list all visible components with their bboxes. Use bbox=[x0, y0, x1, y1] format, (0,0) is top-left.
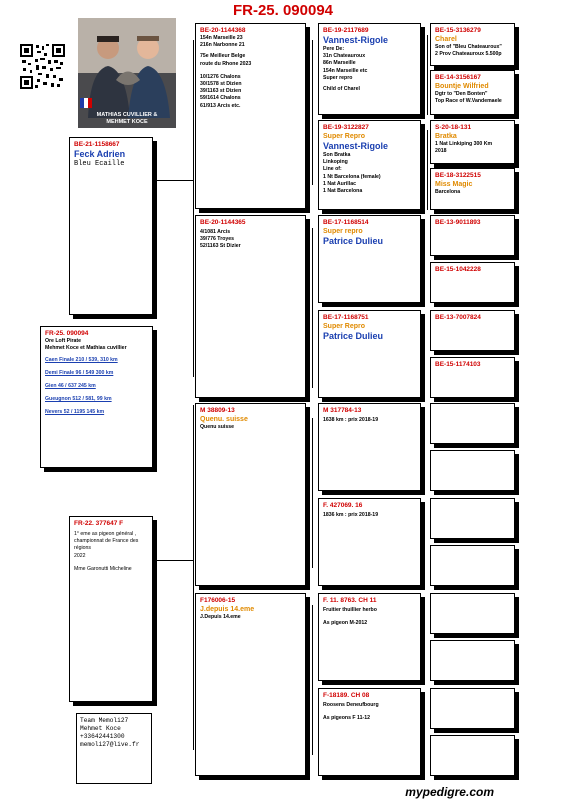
owner-contact-card[interactable] bbox=[76, 713, 152, 784]
ddd-line1: Roosens Deneufbourg bbox=[323, 702, 379, 708]
dss-ring-number: M 317784-13 bbox=[323, 407, 362, 414]
dam-line1: 1° eme as pigeon général , bbox=[74, 531, 137, 537]
dam-card[interactable] bbox=[69, 516, 153, 702]
dam-dam-card[interactable] bbox=[195, 593, 306, 776]
ssd-tag: Super Repro bbox=[323, 133, 366, 140]
g4-empty-card[interactable] bbox=[430, 688, 515, 729]
g4-card-7[interactable] bbox=[430, 310, 515, 351]
g4-name: Miss Magic bbox=[435, 181, 473, 188]
ss-line: 75e Meilleur Belge bbox=[200, 53, 246, 60]
ss-line: 154n Marseille 23 bbox=[200, 35, 243, 41]
g4-name: Bountje Wilfried bbox=[435, 83, 489, 90]
owner-name: Mehmet Koce bbox=[80, 725, 121, 732]
owner-phone[interactable]: +33642441300 bbox=[80, 733, 125, 740]
dam-ring-number: FR-22. 377647 F bbox=[74, 520, 124, 527]
dam-sire-card[interactable] bbox=[195, 403, 306, 586]
sd-ring-number: BE-20-1144365 bbox=[200, 219, 246, 226]
g4-line: Dgtr to "Den Bonten" bbox=[435, 91, 488, 97]
g4-ring-number: BE-13-7007824 bbox=[435, 314, 481, 321]
g4-line: Barcelona bbox=[435, 189, 461, 195]
main-loft: Ore Loft Pirate bbox=[45, 338, 82, 344]
sss-line: 154n Marseille etc bbox=[323, 67, 368, 74]
sss-ring-number: BE-19-2117689 bbox=[323, 27, 369, 34]
sss-line: Child of Charel bbox=[323, 86, 360, 93]
sss-line: 31n Chateauroux bbox=[323, 53, 366, 60]
g4-card-5[interactable] bbox=[430, 215, 515, 256]
ds-ring-number: M 38809-13 bbox=[200, 407, 235, 414]
pedigree-title: FR-25. 090094 bbox=[232, 2, 334, 19]
g4-line: 2018 bbox=[435, 148, 447, 155]
g4-empty-card[interactable] bbox=[430, 640, 515, 681]
sd-line: 4/1081 Arcis bbox=[200, 229, 231, 235]
dam-line4: Mme Garonutti Micheline bbox=[74, 565, 132, 572]
sire-ring-number: BE-21-1158667 bbox=[74, 141, 120, 148]
dds-ring-number: F. 11. 8763. CH 11 bbox=[323, 597, 377, 604]
sss-card[interactable] bbox=[318, 23, 421, 115]
sds-tag: Super repro bbox=[323, 228, 363, 235]
g4-name: Charel bbox=[435, 36, 457, 43]
dsd-card[interactable] bbox=[318, 498, 421, 586]
g4-card-4[interactable] bbox=[430, 168, 515, 210]
sd-line: 39/776 Troyes bbox=[200, 236, 235, 243]
dd-line: J.Depuis 14.eme bbox=[200, 614, 241, 620]
sd-line: 52/1163 St Dizier bbox=[200, 243, 241, 250]
dsd-ring-number: F. 427069. 16 bbox=[323, 502, 363, 509]
ss-line: 59/1614 Chalons bbox=[200, 95, 241, 102]
g4-ring-number: BE-18-3122515 bbox=[435, 172, 481, 179]
ddd-card[interactable] bbox=[318, 688, 421, 776]
g4-line: Son of "Bleu Chateauroux" bbox=[435, 44, 502, 50]
result-link-caen[interactable]: Caen Finale 210 / 539, 310 km bbox=[45, 357, 118, 364]
sss-line: Super repro bbox=[323, 74, 353, 81]
main-pigeon-card[interactable] bbox=[40, 326, 153, 468]
g4-card-6[interactable] bbox=[430, 262, 515, 303]
result-link-demi-finale[interactable]: Demi Finale 96 / 549 300 km bbox=[45, 370, 114, 377]
g4-ring-number: BE-15-3136279 bbox=[435, 27, 481, 34]
owner-email[interactable]: memoli27@live.fr bbox=[80, 741, 140, 748]
sire-name: Feck Adrien bbox=[74, 149, 126, 159]
ssd-line: Linkoping bbox=[323, 159, 348, 166]
ssd-line: 1 Nt Barcelona (female) bbox=[323, 173, 381, 180]
g4-ring-number: BE-15-1042228 bbox=[435, 266, 481, 273]
g4-ring-number: BE-15-1174103 bbox=[435, 361, 481, 368]
ssd-ring-number: BE-19-3122827 bbox=[323, 124, 369, 131]
ssd-line: 1 Nat Aurillac bbox=[323, 180, 356, 187]
ss-line: 216n Narbonne 21 bbox=[200, 42, 245, 49]
sire-dam-card[interactable] bbox=[195, 215, 306, 398]
sds-ring-number: BE-17-1168514 bbox=[323, 219, 369, 226]
photo-caption-line2: MEHMET KOCE bbox=[106, 118, 148, 125]
ss-ring-number: BE-20-1144368 bbox=[200, 27, 246, 34]
ss-line: 61/913 Arcis etc. bbox=[200, 102, 241, 109]
result-link-gien[interactable]: Gien 46 / 637 245 km bbox=[45, 383, 96, 390]
main-ring-number: FR-25. 090094 bbox=[45, 330, 89, 337]
sdd-ring-number: BE-17-1168751 bbox=[323, 314, 369, 321]
g4-empty-card[interactable] bbox=[430, 498, 515, 539]
dss-card[interactable] bbox=[318, 403, 421, 491]
photo-caption-line1: MATHIAS CUVILLIER & bbox=[96, 112, 158, 118]
g4-card-3[interactable] bbox=[430, 120, 515, 164]
g4-empty-card[interactable] bbox=[430, 403, 515, 444]
ss-line: route du Rhone 2023 bbox=[200, 60, 252, 67]
owners-photo bbox=[78, 18, 176, 128]
dds-line1: Fruitier thuillier herbo bbox=[323, 607, 377, 613]
sire-color: Bleu Ecaille bbox=[74, 160, 125, 168]
ss-line: 30/1578 st Dizien bbox=[200, 81, 242, 88]
sss-name: Vannest-Rigole bbox=[323, 35, 389, 45]
g4-line: 1 Nat Linkiping 300 Km bbox=[435, 141, 493, 147]
sds-name: Patrice Dulieu bbox=[323, 236, 384, 246]
ssd-name: Vannest-Rigole bbox=[323, 141, 389, 151]
ssd-line: 1 Nat Barcelona bbox=[323, 188, 363, 195]
sss-line: Pere De: bbox=[323, 46, 345, 52]
ds-name: Quenu. suisse bbox=[200, 416, 248, 423]
g4-ring-number: BE-14-3156167 bbox=[435, 74, 481, 81]
sire-card[interactable] bbox=[69, 137, 153, 315]
main-owner: Mehmet Koce et Mathias cuvillier bbox=[45, 345, 127, 352]
g4-line: 2 Prov Chateauroux 5.500p bbox=[435, 51, 502, 58]
g4-line: Top Race of W.Vandemaele bbox=[435, 98, 502, 105]
dd-name: J.depuis 14.eme bbox=[200, 606, 255, 613]
g4-empty-card[interactable] bbox=[430, 450, 515, 491]
dds-line2: As pigeon M-2012 bbox=[323, 620, 368, 627]
ss-line: 39/1163 st Dizien bbox=[200, 88, 242, 95]
g4-card-1[interactable] bbox=[430, 23, 515, 66]
result-link-gueugnon[interactable]: Gueugnon 512 / 581, 99 km bbox=[45, 396, 112, 403]
g4-card-2[interactable] bbox=[430, 70, 515, 115]
dsd-line: 1836 km : prix 2018-19 bbox=[323, 512, 379, 518]
ssd-card[interactable] bbox=[318, 120, 421, 210]
ssd-line: Line of: bbox=[323, 166, 342, 173]
g4-card-8[interactable] bbox=[430, 357, 515, 398]
ssd-line: Son Bratka bbox=[323, 152, 351, 158]
g4-ring-number: S-20-18-131 bbox=[435, 124, 472, 131]
ss-line: 10/1276 Chalons bbox=[200, 73, 241, 80]
ddd-line2: As pigeons F 11-12 bbox=[323, 715, 370, 722]
sdd-tag: Super Repro bbox=[323, 323, 366, 330]
g4-empty-card[interactable] bbox=[430, 593, 515, 634]
sds-card[interactable] bbox=[318, 215, 421, 303]
footer-brand[interactable]: mypedigre.com bbox=[405, 785, 494, 799]
ds-line: Quenu suisse bbox=[200, 424, 235, 430]
g4-name: Bratka bbox=[435, 133, 457, 140]
qr-code[interactable] bbox=[20, 44, 65, 89]
photo-caption bbox=[78, 112, 176, 125]
sdd-card[interactable] bbox=[318, 310, 421, 398]
ddd-ring-number: F-18189. CH 08 bbox=[323, 692, 370, 699]
dds-card[interactable] bbox=[318, 593, 421, 681]
dss-line: 1638 km : prix 2018-19 bbox=[323, 417, 379, 423]
dam-line3: 2022 bbox=[74, 552, 86, 559]
sire-sire-card[interactable] bbox=[195, 23, 306, 209]
sss-line: 86n Marseille bbox=[323, 60, 356, 67]
dd-ring-number: F176006-15 bbox=[200, 597, 236, 604]
sdd-name: Patrice Dulieu bbox=[323, 331, 384, 341]
result-link-nevers[interactable]: Nevers 52 / 1195 145 km bbox=[45, 409, 105, 416]
g4-empty-card[interactable] bbox=[430, 545, 515, 586]
g4-ring-number: BE-13-9011893 bbox=[435, 219, 481, 226]
g4-empty-card[interactable] bbox=[430, 735, 515, 776]
owner-team: Team Memoli27 bbox=[80, 717, 129, 724]
dam-line2: championnat de France des régions bbox=[74, 538, 139, 552]
